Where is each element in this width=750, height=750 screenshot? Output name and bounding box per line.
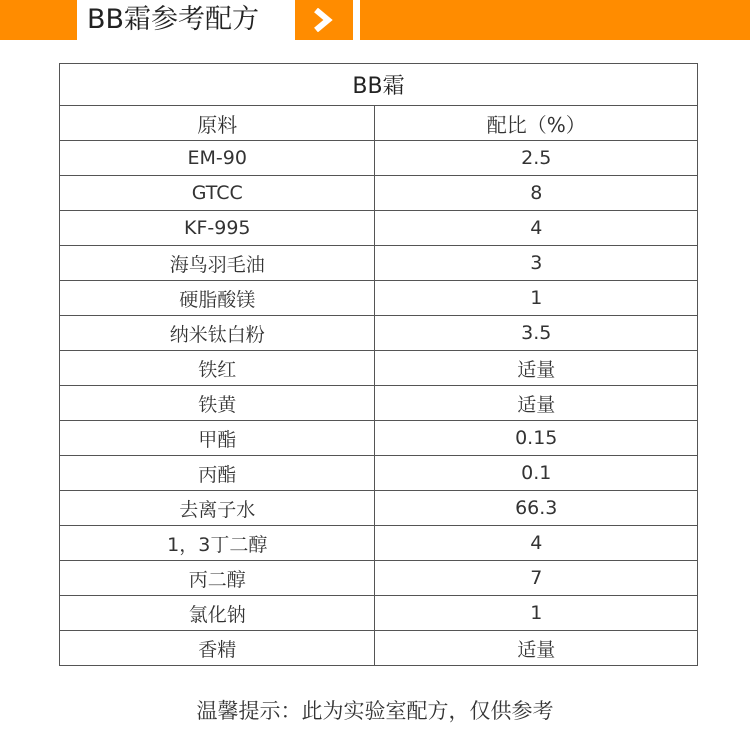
table-row [60,631,698,666]
table-row [60,561,698,596]
chevron-right-icon [311,8,337,32]
table-body [60,141,698,666]
table-row [60,281,698,316]
table-row [60,351,698,386]
table-row [60,316,698,351]
ratio-cell: 4 [375,211,698,246]
ratio-cell: 适量 [375,351,698,386]
page-title: BB霜参考配方 [87,4,260,35]
ratio-cell: 66.3 [375,491,698,526]
ingredient-cell: KF-995 [60,211,375,246]
ratio-cell: 1 [375,596,698,631]
table-row [60,491,698,526]
table-row [60,211,698,246]
ingredient-cell: 铁红 [60,351,375,386]
ingredient-cell: 海鸟羽毛油 [60,246,375,281]
footer-note: 温馨提示：此为实验室配方，仅供参考 [196,699,554,723]
column-header-ratio: 配比（%） [375,106,698,141]
ingredient-cell: 纳米钛白粉 [60,316,375,351]
table-row [60,176,698,211]
ratio-cell: 适量 [375,631,698,666]
column-header-ingredient: 原料 [60,106,375,141]
ratio-cell: 3 [375,246,698,281]
table-row [60,386,698,421]
ingredient-cell: EM-90 [60,141,375,176]
table-row [60,246,698,281]
ingredient-cell: 丙酯 [60,456,375,491]
ratio-cell: 7 [375,561,698,596]
header-bar [0,0,750,40]
ingredient-cell: 去离子水 [60,491,375,526]
table-row [60,421,698,456]
ingredient-cell: 铁黄 [60,386,375,421]
recipe-table [59,63,698,666]
ingredient-cell: 香精 [60,631,375,666]
ingredient-cell: 甲酯 [60,421,375,456]
ratio-cell: 4 [375,526,698,561]
ingredient-cell: 氯化钠 [60,596,375,631]
header-arrow-box [295,0,353,40]
header-accent-left [0,0,77,40]
ratio-cell: 适量 [375,386,698,421]
table-row [60,596,698,631]
ratio-cell: 3.5 [375,316,698,351]
ingredient-cell: 1，3丁二醇 [60,526,375,561]
table-title: BB霜 [60,64,698,106]
ratio-cell: 0.1 [375,456,698,491]
ratio-cell: 0.15 [375,421,698,456]
table-row [60,141,698,176]
table-row [60,526,698,561]
ratio-cell: 1 [375,281,698,316]
ingredient-cell: 硬脂酸镁 [60,281,375,316]
ratio-cell: 2.5 [375,141,698,176]
ingredient-cell: 丙二醇 [60,561,375,596]
ratio-cell: 8 [375,176,698,211]
table-row [60,456,698,491]
ingredient-cell: GTCC [60,176,375,211]
header-accent-right [360,0,750,40]
